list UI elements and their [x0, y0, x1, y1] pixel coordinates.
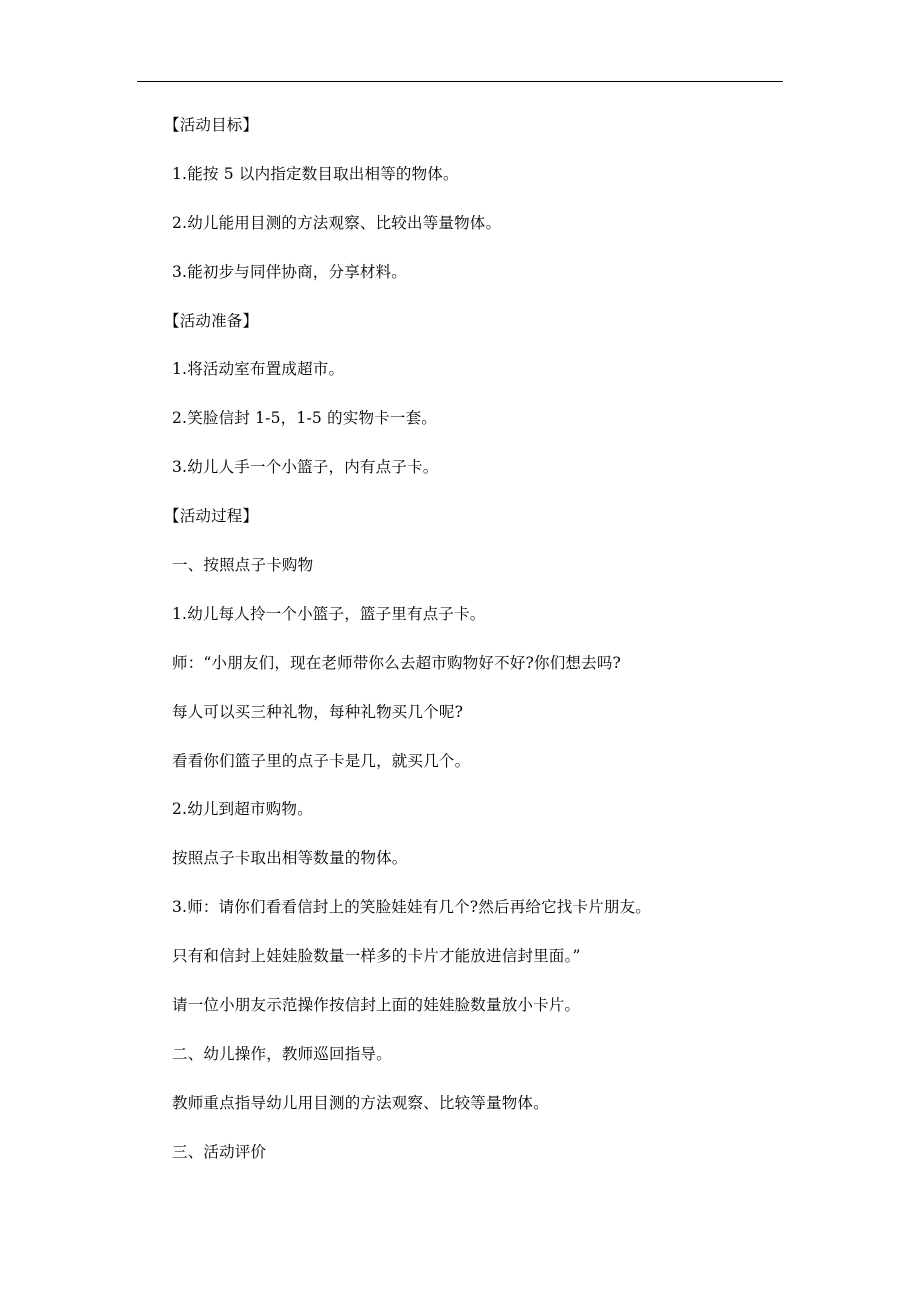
header-rule — [137, 81, 783, 82]
paragraph-line: 2.幼儿到超市购物。 — [172, 800, 313, 819]
paragraph-line: 1.能按 5 以内指定数目取出相等的物体。 — [172, 164, 459, 183]
section-heading-objectives: 【活动目标】 — [164, 116, 259, 134]
section-heading-preparation: 【活动准备】 — [164, 311, 259, 330]
paragraph-line: 请一位小朋友示范操作按信封上面的娃娃脸数量放小卡片。 — [172, 996, 581, 1015]
paragraph-line: 教师重点指导幼儿用目测的方法观察、比较等量物体。 — [172, 1093, 549, 1112]
paragraph-line: 3.幼儿人手一个小篮子，内有点子卡。 — [172, 458, 439, 477]
subsection-heading: 一、按照点子卡购物 — [172, 556, 314, 575]
paragraph-line: 1.幼儿每人拎一个小篮子，篮子里有点子卡。 — [172, 604, 486, 623]
document-body — [164, 108, 772, 1184]
paragraph-line: 只有和信封上娃娃脸数量一样多的卡片才能放进信封里面。” — [172, 947, 581, 966]
paragraph-line: 按照点子卡取出相等数量的物体。 — [172, 849, 408, 868]
subsection-heading: 三、活动评价 — [172, 1142, 267, 1161]
paragraph-line: 1.将活动室布置成超市。 — [172, 360, 345, 379]
section-heading-process: 【活动过程】 — [164, 507, 259, 526]
paragraph-line: 2.幼儿能用目测的方法观察、比较出等量物体。 — [172, 213, 502, 232]
paragraph-line: 看看你们篮子里的点子卡是几，就买几个。 — [172, 751, 471, 770]
subsection-heading: 二、幼儿操作，教师巡回指导。 — [172, 1044, 392, 1063]
paragraph-line: 3.能初步与同伴协商，分享材料。 — [172, 262, 407, 281]
paragraph-line: 3.师：请你们看看信封上的笑脸娃娃有几个?然后再给它找卡片朋友。 — [172, 898, 652, 917]
paragraph-line: 每人可以买三种礼物，每种礼物买几个呢? — [172, 702, 464, 721]
paragraph-line: 2.笑脸信封 1-5，1-5 的实物卡一套。 — [172, 409, 437, 428]
paragraph-line: 师：“小朋友们，现在老师带你么去超市购物好不好?你们想去吗? — [172, 653, 622, 672]
